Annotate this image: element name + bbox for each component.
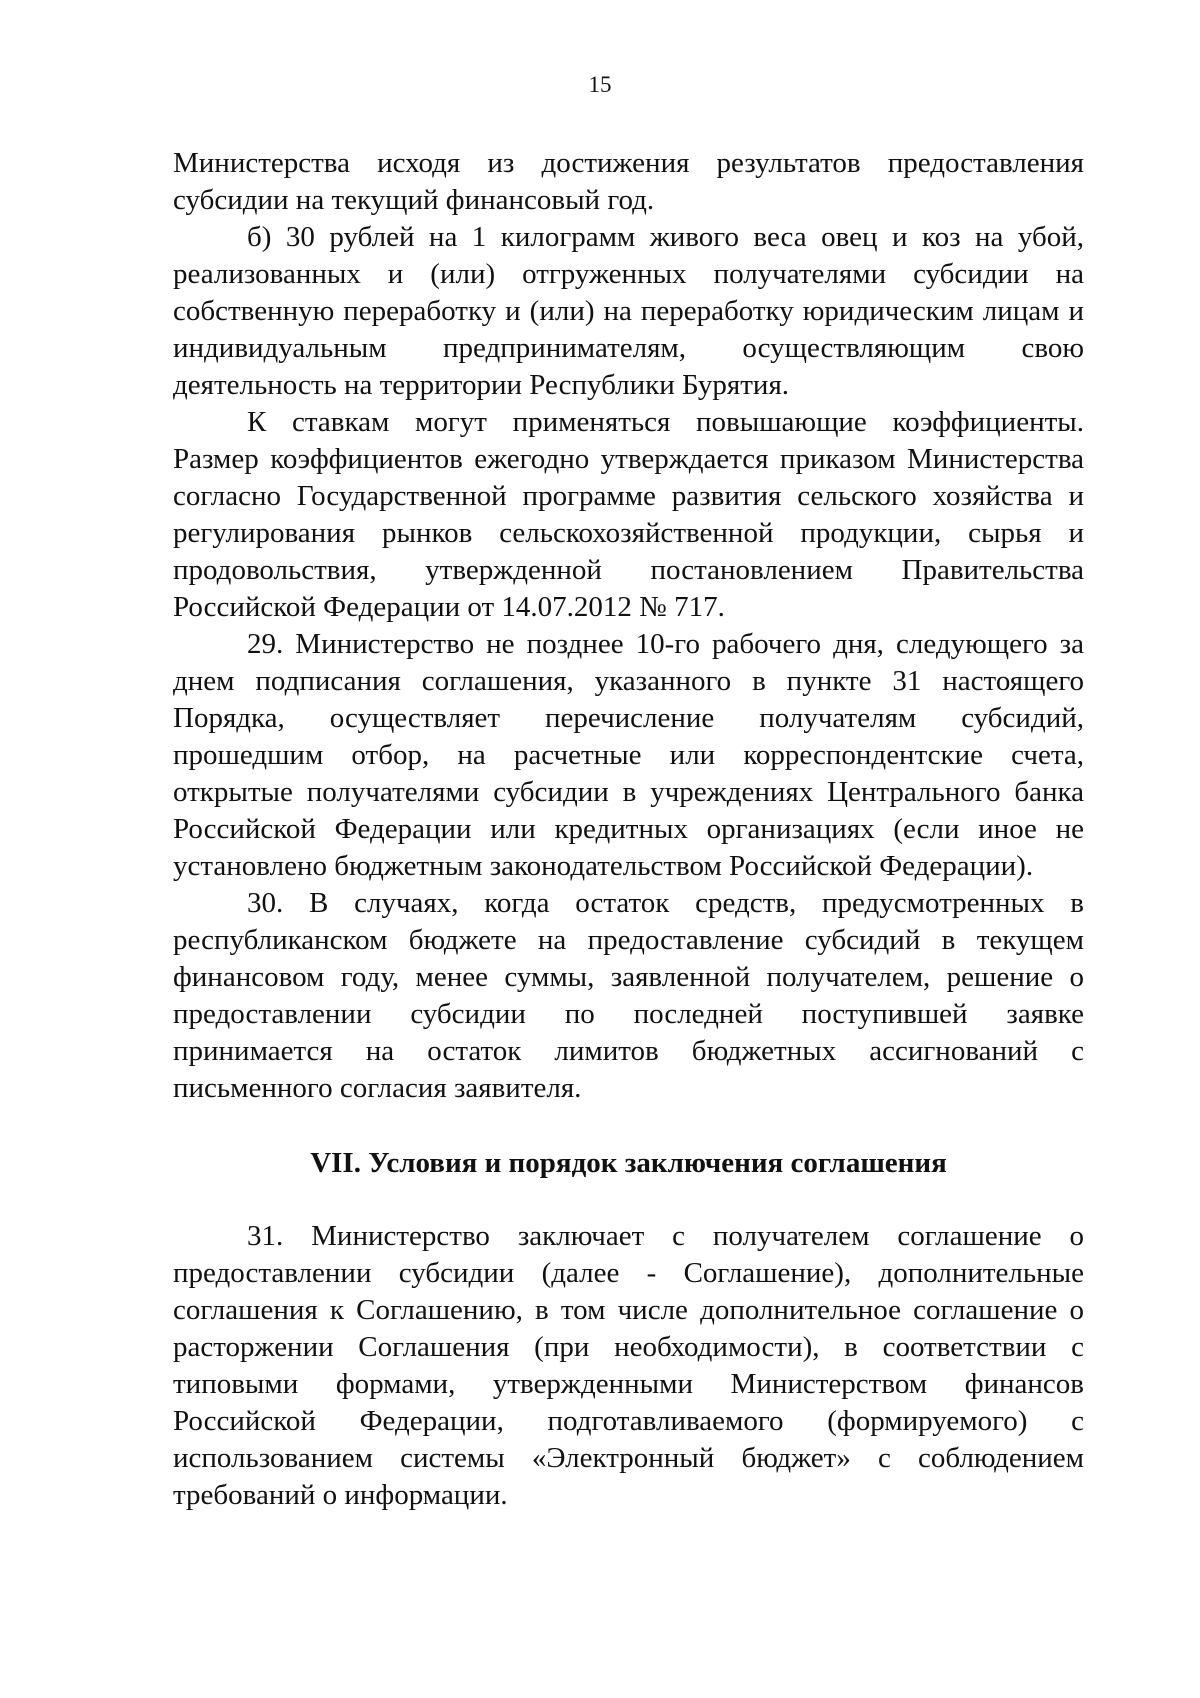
paragraph-clause-29: 29. Министерство не позднее 10-го рабочего дня, следующего за днем подписания соглашения, указанного в пункте 31 настоящего Порядка, осуществляет перечисление получателям субсидий, прошедшим отбор, на расчетные или корреспондентские счета, открытые получателями субсидии в учреждениях Центрального банка Российской Федерации или кредитных организациях (если иное не установлено бюджетным законодательством Российской Федерации). <box>173 628 1084 882</box>
section-heading: VII. Условия и порядок заключения соглашения <box>310 1147 947 1179</box>
paragraph-coefficients: К ставкам могут применяться повышающие коэффициенты. Размер коэффициентов ежегодно утверждается приказом Министерства согласно Государственной программе развития сельского хозяйства и регулирования рынков сельскохозяйственной продукции, сырья и продовольствия, утвержденной постановлением Правительства Российской Федерации от 14.07.2012 № 717. <box>173 406 1084 623</box>
page-number: 15 <box>588 72 612 97</box>
paragraph-clause-31: 31. Министерство заключает с получателем соглашение о предоставлении субсидии (далее - Соглашение), дополнительные соглашения к Соглашению, в том числе дополнительное соглашение о расторжении Соглашения (при необходимости), в соответствии с типовыми формами, утвержденными Министерством финансов Российской Федерации, подготавливаемого (формируемого) с использованием системы «Электронный бюджет» с соблюдением требований о информации. <box>173 1220 1084 1511</box>
paragraph-clause-30: 30. В случаях, когда остаток средств, предусмотренных в республиканском бюджете на предоставление субсидий в текущем финансовом году, менее суммы, заявленной получателем, решение о предоставлении субсидии по последней поступившей заявке принимается на остаток лимитов бюджетных ассигнований с письменного согласия заявителя. <box>173 887 1084 1104</box>
paragraph-ministry-continuation: Министерства исходя из достижения результатов предоставления субсидии на текущий финансовый год. <box>173 147 1084 216</box>
document-body <box>173 145 1084 1514</box>
paragraph-rate-sheep-goats: б) 30 рублей на 1 килограмм живого веса овец и коз на убой, реализованных и (или) отгруженных получателями субсидии на собственную переработку и (или) на переработку юридическим лицам и индивидуальным предпринимателям, осуществляющим свою деятельность на территории Республики Бурятия. <box>173 221 1084 401</box>
